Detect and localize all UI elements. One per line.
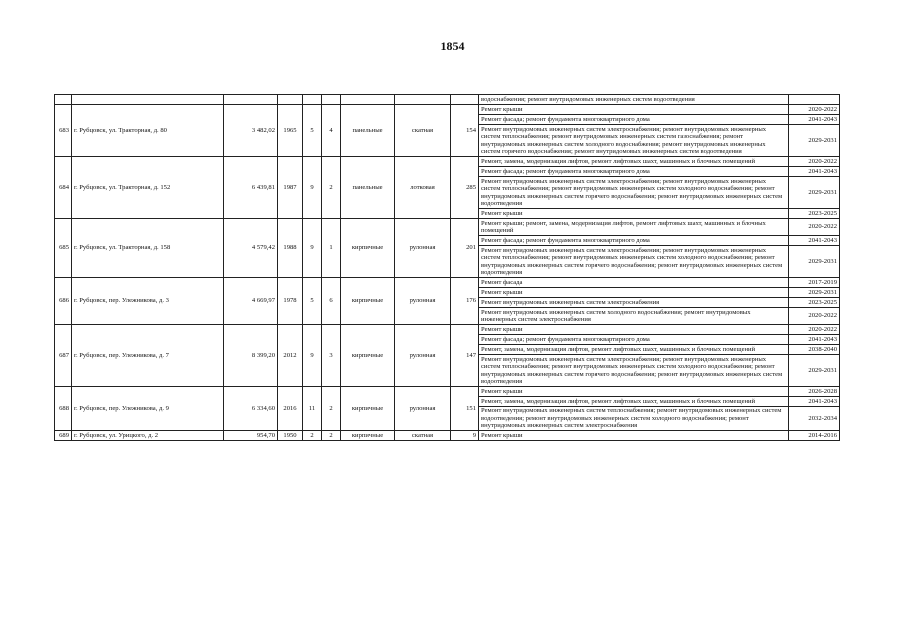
building-number: 684 [55, 157, 72, 219]
residents-count: 201 [451, 219, 479, 278]
table-row [55, 278, 840, 288]
roof-type: лотковая [395, 157, 451, 219]
residents-count: 147 [451, 325, 479, 387]
work-period [789, 95, 840, 105]
wall-material: кирпичные [341, 325, 395, 387]
wall-material: кирпичные [341, 278, 395, 325]
work-description: Ремонт внутридомовых инженерных систем электроснабжения; ремонт внутридомовых инженерных систем теплоснабжения; ремонт внутридомовых инженерных систем газоснабжения; ремонт внутридомовых инженерных систем холодного водоснабжения; ремонт внутридомовых инженерных систем горячего водоснабжения; ремонт внутридомовых инженерных систем водоотведения [479, 125, 789, 157]
building-number: 689 [55, 431, 72, 441]
total-area: 6 334,60 [224, 387, 278, 431]
total-area: 3 482,02 [224, 105, 278, 157]
empty-cell [224, 95, 278, 105]
residents-count: 285 [451, 157, 479, 219]
work-description: Ремонт, замена, модернизация лифтов, ремонт лифтовых шахт, машинных и блочных помещений [479, 157, 789, 167]
registry-body [55, 95, 840, 441]
work-description: Ремонт внутридомовых инженерных систем теплоснабжения; ремонт внутридомовых инженерных систем водоотведения; ремонт внутридомовых инженерных систем холодного водоснабжения; ремонт внутридомовых инженерных систем электроснабжения [479, 407, 789, 431]
work-description: Ремонт крыши [479, 105, 789, 115]
work-description: Ремонт крыши; ремонт, замена, модернизация лифтов, ремонт лифтовых шахт, машинных и блочных помещений [479, 219, 789, 236]
empty-cell [72, 95, 224, 105]
empty-cell [322, 95, 341, 105]
building-address: г. Рубцовск, пер. Улежникова, д. 9 [72, 387, 224, 431]
work-period: 2020-2022 [789, 157, 840, 167]
work-description: Ремонт, замена, модернизация лифтов, ремонт лифтовых шахт, машинных и блочных помещений [479, 397, 789, 407]
work-period: 2041-2043 [789, 115, 840, 125]
year-built: 1987 [278, 157, 303, 219]
total-area: 6 439,81 [224, 157, 278, 219]
year-built: 1965 [278, 105, 303, 157]
total-area: 954,70 [224, 431, 278, 441]
table-row [55, 219, 840, 236]
work-description: Ремонт внутридомовых инженерных систем холодного водоснабжения; ремонт внутридомовых инженерных систем электроснабжения [479, 308, 789, 325]
work-description: водоснабжения; ремонт внутридомовых инженерных систем водоотведения [479, 95, 789, 105]
floors-count: 9 [303, 219, 322, 278]
building-number: 687 [55, 325, 72, 387]
total-area: 4 579,42 [224, 219, 278, 278]
floors-count: 2 [303, 431, 322, 441]
building-number: 685 [55, 219, 72, 278]
work-description: Ремонт фасада; ремонт фундамента многоквартирного дома [479, 236, 789, 246]
year-built: 2016 [278, 387, 303, 431]
work-period: 2020-2022 [789, 325, 840, 335]
work-description: Ремонт внутридомовых инженерных систем электроснабжения; ремонт внутридомовых инженерных систем теплоснабжения; ремонт внутридомовых инженерных систем холодного водоснабжения; ремонт внутридомовых инженерных систем горячего водоснабжения; ремонт внутридомовых инженерных систем водоотведения [479, 246, 789, 278]
wall-material: кирпичные [341, 387, 395, 431]
residents-count: 9 [451, 431, 479, 441]
floors-count: 11 [303, 387, 322, 431]
building-address: г. Рубцовск, ул. Тракторная, д. 158 [72, 219, 224, 278]
year-built: 1978 [278, 278, 303, 325]
work-description: Ремонт внутридомовых инженерных систем электроснабжения; ремонт внутридомовых инженерных систем теплоснабжения; ремонт внутридомовых инженерных систем холодного водоснабжения; ремонт внутридомовых инженерных систем горячего водоснабжения; ремонт внутридомовых инженерных систем водоотведения [479, 177, 789, 209]
work-period: 2029-2031 [789, 125, 840, 157]
building-address: г. Рубцовск, пер. Улежникова, д. 3 [72, 278, 224, 325]
floors-count: 5 [303, 105, 322, 157]
work-period: 2041-2043 [789, 167, 840, 177]
residents-count: 176 [451, 278, 479, 325]
year-built: 1950 [278, 431, 303, 441]
table-row [55, 431, 840, 441]
wall-material: кирпичные [341, 219, 395, 278]
table-row [55, 387, 840, 397]
work-period: 2029-2031 [789, 246, 840, 278]
floors-count: 9 [303, 325, 322, 387]
work-description: Ремонт, замена, модернизация лифтов, ремонт лифтовых шахт, машинных и блочных помещений [479, 345, 789, 355]
work-period: 2020-2022 [789, 105, 840, 115]
total-area: 8 399,20 [224, 325, 278, 387]
roof-type: рулонная [395, 387, 451, 431]
roof-type: скатная [395, 431, 451, 441]
entrances-count: 2 [322, 157, 341, 219]
work-period: 2026-2028 [789, 387, 840, 397]
year-built: 1988 [278, 219, 303, 278]
work-description: Ремонт фасада; ремонт фундамента многоквартирного дома [479, 115, 789, 125]
work-period: 2020-2022 [789, 219, 840, 236]
building-address: г. Рубцовск, пер. Улежникова, д. 7 [72, 325, 224, 387]
table-row [55, 95, 840, 105]
work-period: 2041-2043 [789, 397, 840, 407]
roof-type: скатная [395, 105, 451, 157]
work-period: 2023-2025 [789, 209, 840, 219]
building-address: г. Рубцовск, ул. Тракторная, д. 80 [72, 105, 224, 157]
entrances-count: 3 [322, 325, 341, 387]
building-number: 686 [55, 278, 72, 325]
empty-cell [55, 95, 72, 105]
repair-registry-table [54, 94, 840, 441]
work-description: Ремонт крыши [479, 387, 789, 397]
roof-type: рулонная [395, 278, 451, 325]
work-description: Ремонт крыши [479, 288, 789, 298]
entrances-count: 4 [322, 105, 341, 157]
work-period: 2023-2025 [789, 298, 840, 308]
entrances-count: 1 [322, 219, 341, 278]
building-address: г. Рубцовск, ул. Урицкого, д. 2 [72, 431, 224, 441]
work-period: 2029-2031 [789, 288, 840, 298]
work-period: 2032-2034 [789, 407, 840, 431]
entrances-count: 2 [322, 387, 341, 431]
residents-count: 151 [451, 387, 479, 431]
work-description: Ремонт крыши [479, 431, 789, 441]
residents-count: 154 [451, 105, 479, 157]
work-period: 2020-2022 [789, 308, 840, 325]
work-description: Ремонт фасада; ремонт фундамента многоквартирного дома [479, 167, 789, 177]
wall-material: панельные [341, 157, 395, 219]
empty-cell [451, 95, 479, 105]
work-period: 2041-2043 [789, 335, 840, 345]
table-row [55, 325, 840, 335]
work-period: 2029-2031 [789, 177, 840, 209]
empty-cell [278, 95, 303, 105]
work-period: 2038-2040 [789, 345, 840, 355]
building-address: г. Рубцовск, ул. Тракторная, д. 152 [72, 157, 224, 219]
empty-cell [395, 95, 451, 105]
work-description: Ремонт крыши [479, 209, 789, 219]
empty-cell [303, 95, 322, 105]
work-period: 2041-2043 [789, 236, 840, 246]
work-period: 2029-2031 [789, 355, 840, 387]
table-row [55, 157, 840, 167]
wall-material: панельные [341, 105, 395, 157]
work-description: Ремонт внутридомовых инженерных систем электроснабжения [479, 298, 789, 308]
work-description: Ремонт фасада; ремонт фундамента многоквартирного дома [479, 335, 789, 345]
work-description: Ремонт внутридомовых инженерных систем электроснабжения; ремонт внутридомовых инженерных систем теплоснабжения; ремонт внутридомовых инженерных систем холодного водоснабжения; ремонт внутридомовых инженерных систем горячего водоснабжения; ремонт внутридомовых инженерных систем водоотведения [479, 355, 789, 387]
work-period: 2014-2016 [789, 431, 840, 441]
floors-count: 5 [303, 278, 322, 325]
page-number: 1854 [440, 39, 465, 53]
work-description: Ремонт фасада [479, 278, 789, 288]
entrances-count: 2 [322, 431, 341, 441]
building-number: 688 [55, 387, 72, 431]
year-built: 2012 [278, 325, 303, 387]
roof-type: рулонная [395, 325, 451, 387]
empty-cell [341, 95, 395, 105]
building-number: 683 [55, 105, 72, 157]
total-area: 4 669,97 [224, 278, 278, 325]
roof-type: рулонная [395, 219, 451, 278]
floors-count: 9 [303, 157, 322, 219]
wall-material: кирпичные [341, 431, 395, 441]
table-row [55, 105, 840, 115]
entrances-count: 6 [322, 278, 341, 325]
work-period: 2017-2019 [789, 278, 840, 288]
work-description: Ремонт крыши [479, 325, 789, 335]
